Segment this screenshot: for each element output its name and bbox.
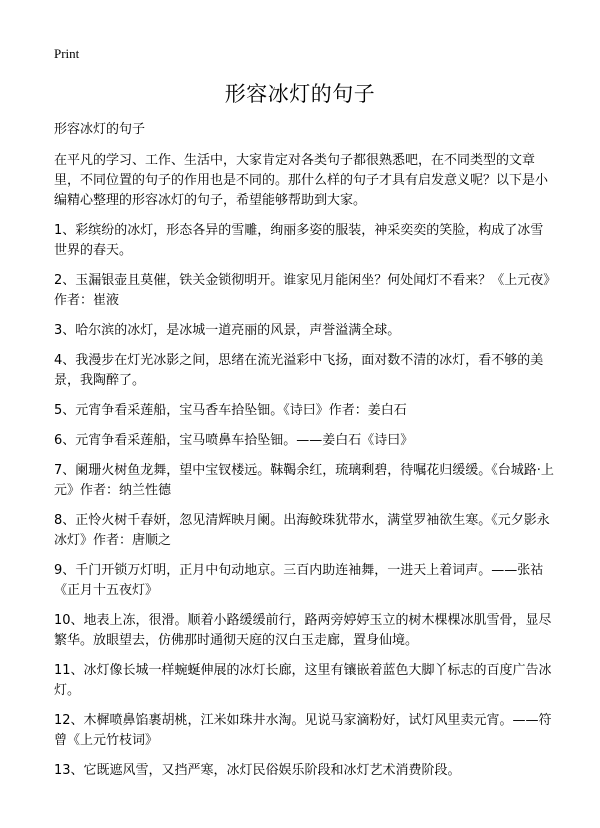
list-item: 3、哈尔滨的冰灯，是冰城一道亮丽的风景，声誉溢满全球。 — [54, 323, 401, 338]
list-item: 4、我漫步在灯光冰影之间，思绪在流光溢彩中飞扬，面对数不清的冰灯，看不够的美景，我陶醉了。 — [54, 353, 544, 388]
list-item: 11、冰灯像长城一样蜿蜒伸展的冰灯长廊，这里有镶嵌着蓝色大脚丫标志的百度广告冰灯。 — [54, 663, 552, 698]
article-subtitle: 形容冰灯的句子 — [54, 122, 146, 137]
list-item: 8、正怜火树千春妍，忽见清辉映月阑。出海鲛珠犹带水，满堂罗袖欲生寒。《元夕影永冰灯》作者：唐顺之 — [54, 513, 550, 548]
list-item: 10、地表上冻，很滑。顺着小路缓缓前行，路两旁婷婷玉立的树木棵棵冰肌雪骨，显尽繁华。放眼望去，仿佛那时通彻天庭的汉白玉走廊，置身仙境。 — [54, 613, 552, 648]
list-item: 7、阑珊火树鱼龙舞，望中宝钗楼远。靺鞨余红，琉璃剩碧，待嘱花归缓缓。《台城路·上元》作者：纳兰性德 — [54, 463, 554, 498]
print-link[interactable]: Print — [54, 46, 80, 61]
list-item: 13、它既遮风雪，又挡严寒，冰灯民俗娱乐阶段和冰灯艺术消费阶段。 — [54, 763, 461, 778]
list-item: 1、彩缤纷的冰灯，形态各异的雪雕，绚丽多姿的服装，神采奕奕的笑脸，构成了冰雪世界的春天。 — [54, 223, 544, 258]
list-item: 2、玉漏银壶且莫催，铁关金锁彻明开。谁家见月能闲坐？何处闻灯不看来？《上元夜》作者：崔液 — [54, 273, 550, 308]
list-item: 12、木樨喷鼻馅裹胡桃，江米如珠井水淘。见说马家滴粉好，试灯风里卖元宵。——符曾《上元竹枝词》 — [54, 713, 552, 748]
list-item: 9、千门开锁万灯明，正月中旬动地京。三百内助连袖舞，一进天上着词声。——张祜《正月十五夜灯》 — [54, 563, 544, 598]
intro-paragraph: 在平凡的学习、工作、生活中，大家肯定对各类句子都很熟悉吧，在不同类型的文章里，不同位置的句子的作用也是不同的。那什么样的句子才具有启发意义呢？以下是小编精心整理的形容冰灯的句子，希望能够帮助到大家。 — [54, 153, 549, 208]
list-item: 5、元宵争看采莲船，宝马香车拾坠钿。《诗曰》作者：姜白石 — [54, 403, 407, 418]
page-title: 形容冰灯的句子 — [224, 82, 376, 106]
list-item: 6、元宵争看采莲船，宝马喷鼻车拾坠钿。——姜白石《诗曰》 — [54, 433, 414, 448]
article-body — [54, 120, 554, 791]
